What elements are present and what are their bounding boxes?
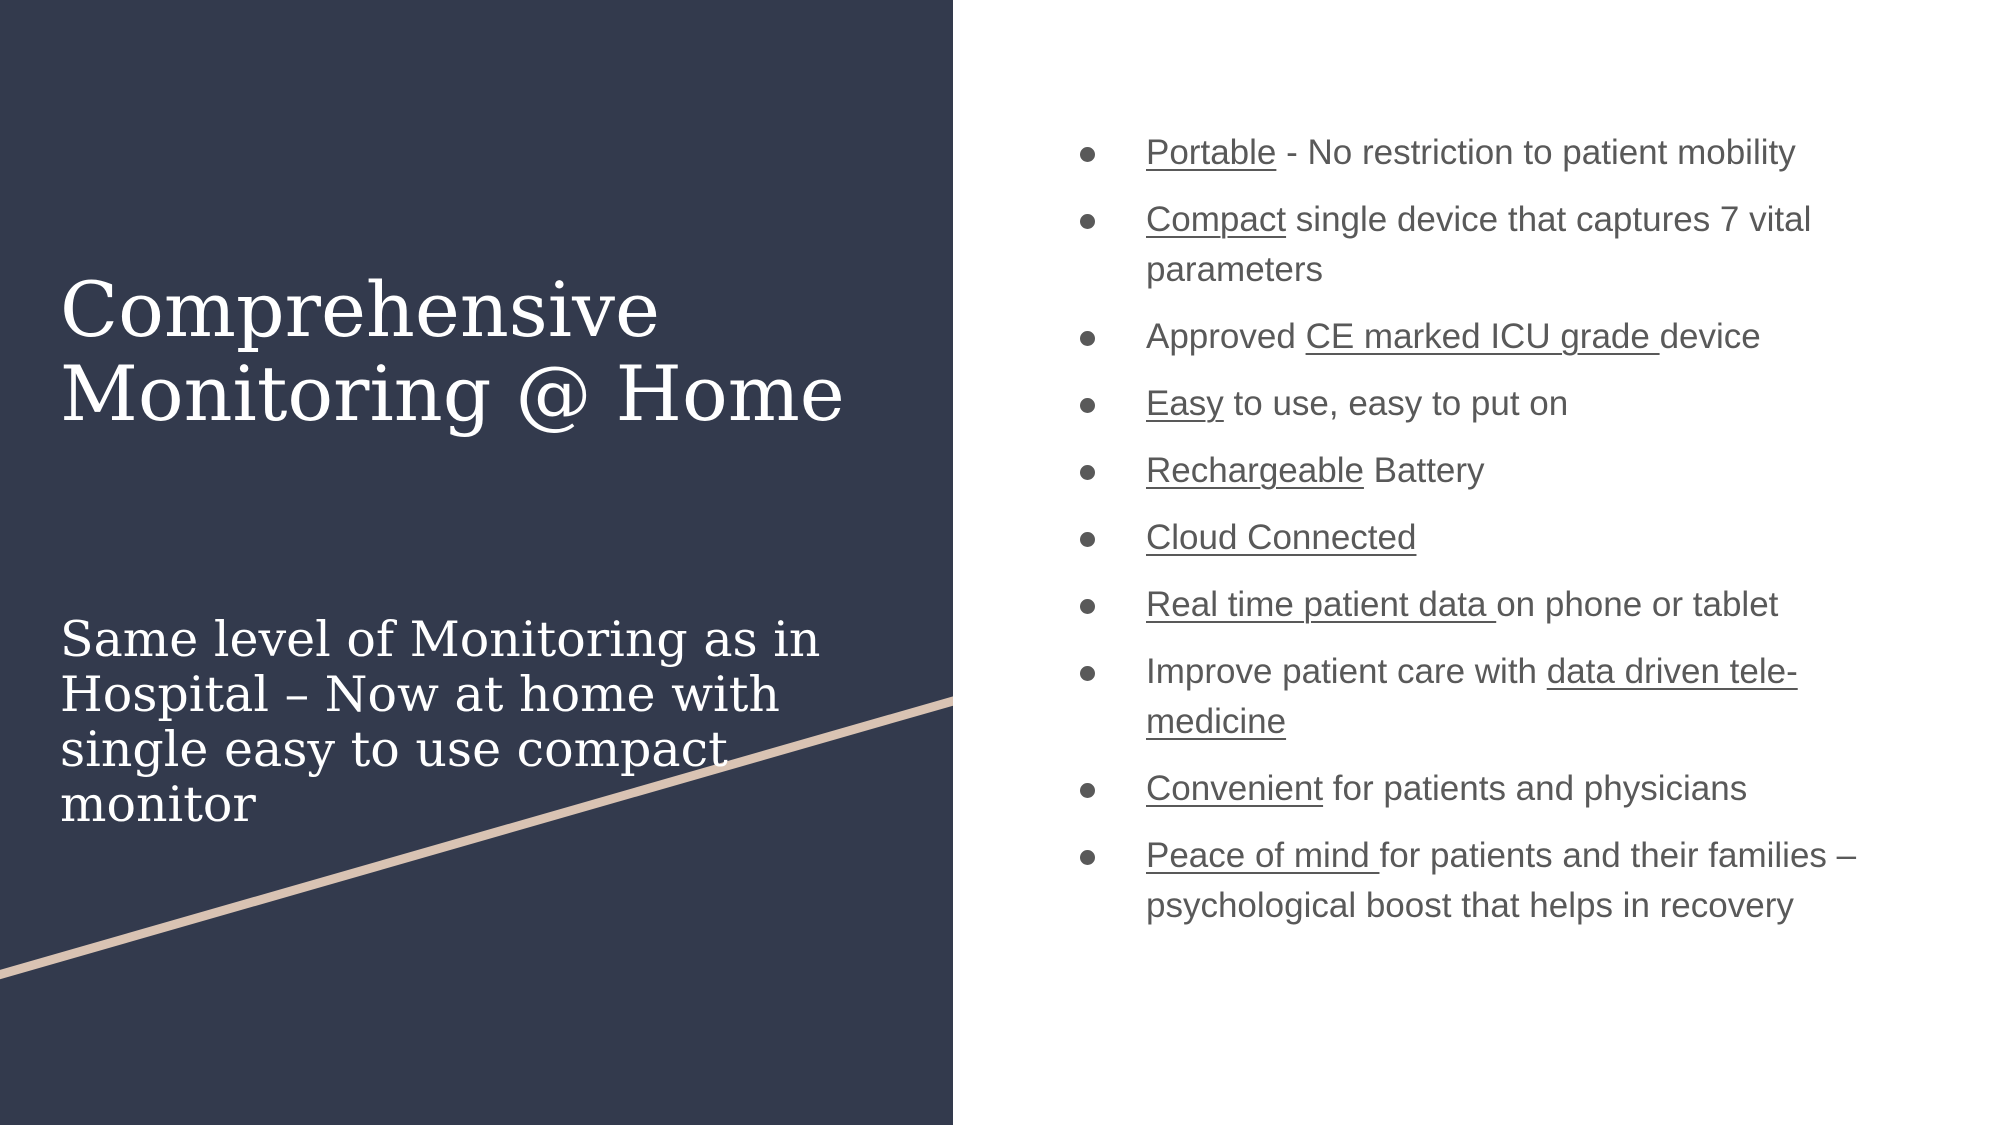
bullet-text: device bbox=[1659, 317, 1761, 356]
bullet-item bbox=[1075, 195, 1935, 295]
bullet-text: Battery bbox=[1363, 451, 1485, 490]
bullet-text: to use, easy to put on bbox=[1223, 384, 1569, 423]
bullet-dot-icon bbox=[1080, 147, 1095, 162]
bullet-text: Approved bbox=[1146, 317, 1306, 356]
bullet-underlined-text: Compact bbox=[1146, 200, 1287, 239]
feature-bullet-list bbox=[1075, 128, 1935, 948]
bullet-underlined-text: Convenient bbox=[1146, 769, 1324, 808]
bullet-text: - No restriction to patient mobility bbox=[1276, 133, 1796, 172]
slide-title: Comprehensive Monitoring @ Home bbox=[60, 265, 845, 438]
bullet-dot-icon bbox=[1080, 398, 1095, 413]
bullet-item bbox=[1075, 831, 1935, 931]
bullet-dot-icon bbox=[1080, 214, 1095, 229]
bullet-item bbox=[1075, 647, 1935, 747]
bullet-text: Improve patient care with bbox=[1146, 652, 1547, 691]
bullet-item bbox=[1075, 312, 1935, 362]
bullet-item bbox=[1075, 128, 1935, 178]
bullet-item bbox=[1075, 513, 1935, 563]
bullet-underlined-text: Real time patient data bbox=[1146, 585, 1497, 624]
bullet-text: for patients and physicians bbox=[1323, 769, 1748, 808]
bullet-underlined-text: Peace of mind bbox=[1146, 836, 1380, 875]
bullet-underlined-text: Portable bbox=[1146, 133, 1277, 172]
bullet-dot-icon bbox=[1080, 599, 1095, 614]
bullet-underlined-text: Rechargeable bbox=[1146, 451, 1364, 490]
bullet-text: on phone or tablet bbox=[1496, 585, 1779, 624]
bullet-dot-icon bbox=[1080, 532, 1095, 547]
bullet-underlined-text: data driven tele-medicine bbox=[1146, 652, 1798, 741]
bullet-item bbox=[1075, 580, 1935, 630]
slide-subtitle: Same level of Monitoring as in Hospital – Now at home with single easy to use compact monitor bbox=[60, 611, 821, 833]
bullet-dot-icon bbox=[1080, 666, 1095, 681]
bullet-underlined-text: CE marked ICU grade bbox=[1305, 317, 1660, 356]
diagonal-accent-line bbox=[0, 0, 953, 1125]
bullet-item bbox=[1075, 379, 1935, 429]
bullet-item bbox=[1075, 446, 1935, 496]
bullet-dot-icon bbox=[1080, 465, 1095, 480]
bullet-underlined-text: Easy bbox=[1146, 384, 1224, 423]
title-panel bbox=[0, 0, 953, 1125]
bullet-dot-icon bbox=[1080, 783, 1095, 798]
bullet-text: for patients and their families – psychological boost that helps in recovery bbox=[1146, 836, 1857, 925]
bullet-underlined-text: Cloud Connected bbox=[1146, 518, 1417, 557]
bullet-dot-icon bbox=[1080, 331, 1095, 346]
bullet-text: single device that captures 7 vital parameters bbox=[1146, 200, 1812, 289]
bullet-item bbox=[1075, 764, 1935, 814]
bullet-dot-icon bbox=[1080, 850, 1095, 865]
